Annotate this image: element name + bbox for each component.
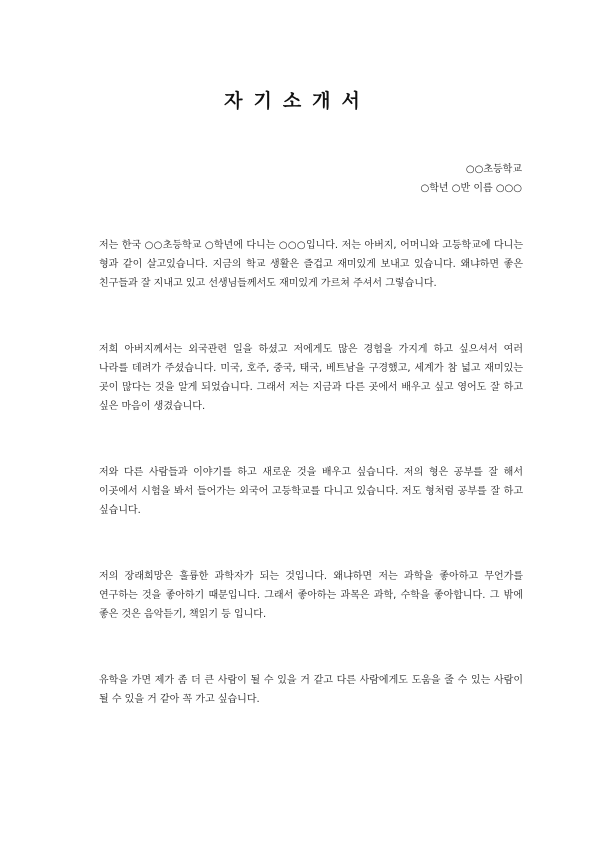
author-info <box>421 160 522 198</box>
paragraph-5: 유학을 가면 제가 좀 더 큰 사람이 될 수 있을 거 같고 다른 사람에게도 도움을 줄 수 있는 사람이 될 수 있을 거 같아 꼭 가고 싶습니다. <box>99 675 523 705</box>
school-name: ○○초등학교 <box>465 164 522 175</box>
student-info: ○학년 ○반 이름 ○○○ <box>420 183 522 194</box>
page-title: 자기소개서 <box>224 90 371 112</box>
paragraph-2: 저희 아버지께서는 외국관련 일을 하셨고 저에게도 많은 경험을 가지게 하고 싶으셔서 여러 나라를 데려가 주셨습니다. 미국, 호주, 중국, 태국, 베트남을 구경했고, 세계가 참 넓고 재미있는 곳이 많다는 것을 알게 되었습니다. 그래서 저는 지금과 다른 곳에서 배우고 싶고 영어도 잘 하고 싶은 마음이 생겼습니다. <box>99 344 523 412</box>
paragraph-1: 저는 한국 ○○초등학교 ○학년에 다니는 ○○○입니다. 저는 아버지, 어머니와 고등학교에 다니는 형과 같이 살고있습니다. 지금의 학교 생활은 즐겁고 재미있게 보내고 있습니다. 왜냐하면 좋은 친구들과 잘 지내고 있고 선생님들께서도 재미있게 가르쳐 주셔서 그렇습니다. <box>99 240 523 289</box>
paragraph-4: 저의 장래희망은 훌륭한 과학자가 되는 것입니다. 왜냐하면 저는 과학을 좋아하고 무언가를 연구하는 것을 좋아하기 때문입니다. 그래서 좋아하는 과목은 과학, 수학을 좋아합니다. 그 밖에 좋은 것은 음악듣기, 책읽기 등 입니다. <box>99 571 523 620</box>
body-text <box>99 236 523 756</box>
paragraph-3: 저와 다른 사람들과 이야기를 하고 새로운 것을 배우고 싶습니다. 저의 형은 공부를 잘 해서 이곳에서 시험을 봐서 들어가는 외국어 고등학교를 다니고 있습니다. 저도 형처럼 공부를 잘 하고 싶습니다. <box>99 467 523 516</box>
